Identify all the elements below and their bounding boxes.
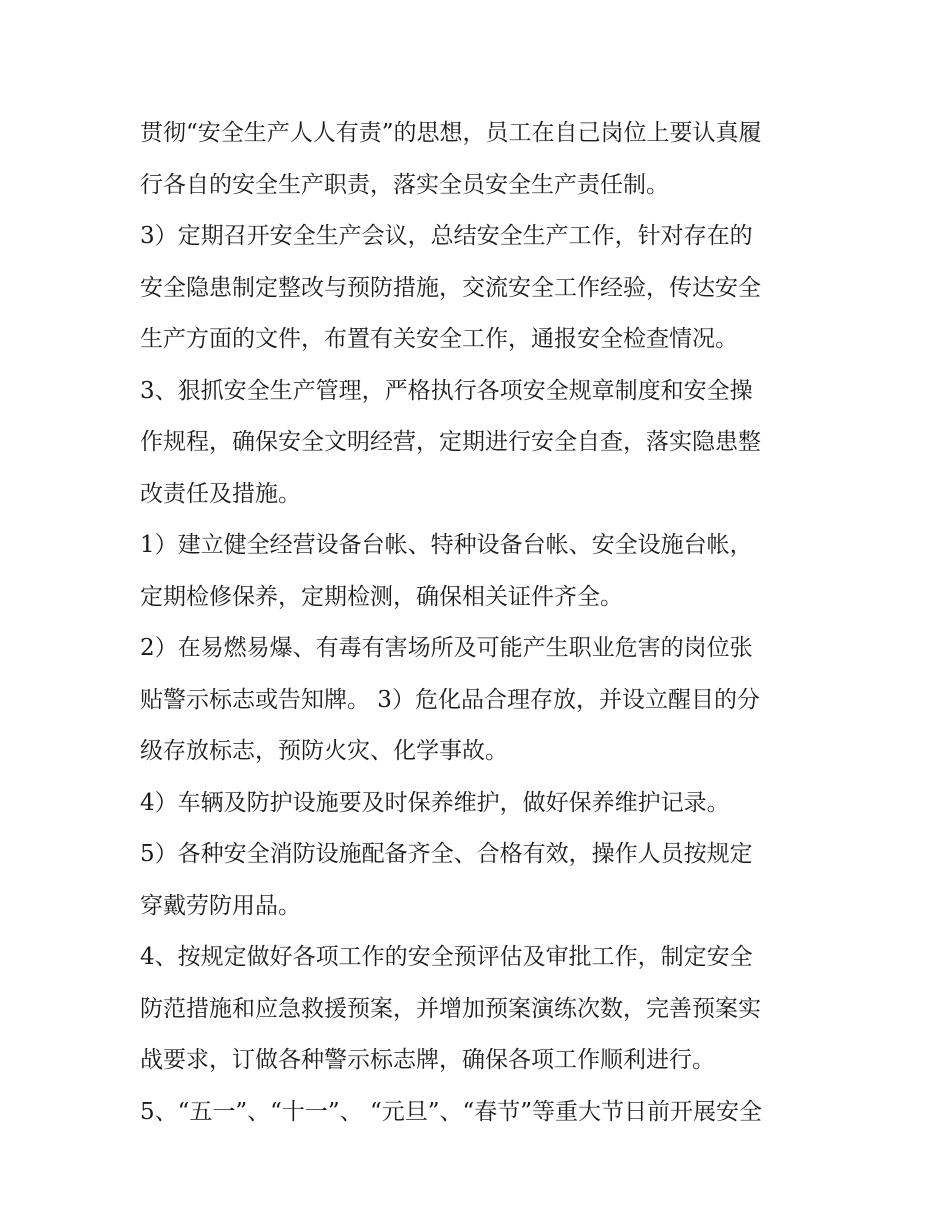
text-line: 3、狠抓安全生产管理，严格执行各项安全规章制度和安全操	[140, 377, 753, 404]
text-line: 级存放标志，预防火灾、化学事故。	[140, 738, 508, 764]
text-line: 穿戴劳防用品。	[140, 892, 301, 919]
text-line: 行各自的安全生产职责，落实全员安全生产责任制。	[140, 171, 669, 198]
text-line: 5）各种安全消防设施配备齐全、合格有效，操作人员按规定	[140, 841, 753, 867]
text-line: 贯彻“安全生产人人有责”的思想，员工在自己岗位上要认真履	[140, 120, 762, 146]
text-line: 1）建立健全经营设备台帐、特种设备台帐、安全设施台帐，	[140, 532, 753, 558]
text-line: 4）车辆及防护设施要及时保养维护，做好保养维护记录。	[140, 789, 730, 816]
text-line: 安全隐患制定整改与预防措施，交流安全工作经验，传达安全	[140, 274, 761, 301]
text-line: 贴警示标志或告知牌。 3）危化品合理存放，并设立醒目的分	[140, 686, 760, 713]
text-line: 5、“五一”、“十一”、 “元旦”、“春节”等重大节日前开展安全	[140, 1098, 763, 1125]
text-line: 定期检修保养，定期检测，确保相关证件齐全。	[140, 583, 623, 610]
text-line: 生产方面的文件，布置有关安全工作，通报安全检查情况。	[140, 326, 738, 352]
text-line: 作规程，确保安全文明经营，定期进行安全自查，落实隐患整	[140, 429, 761, 455]
text-line: 4、按规定做好各项工作的安全预评估及审批工作，制定安全	[140, 944, 753, 970]
text-line: 2）在易燃易爆、有毒有害场所及可能产生职业危害的岗位张	[140, 635, 753, 661]
document-body	[140, 108, 820, 1138]
text-line: 战要求，订做各种警示标志牌，确保各项工作顺利进行。	[140, 1047, 715, 1073]
text-line: 防范措施和应急救援预案，并增加预案演练次数，完善预案实	[140, 995, 761, 1022]
text-line: 3）定期召开安全生产会议，总结安全生产工作，针对存在的	[140, 223, 753, 249]
text-line: 改责任及措施。	[140, 480, 301, 507]
